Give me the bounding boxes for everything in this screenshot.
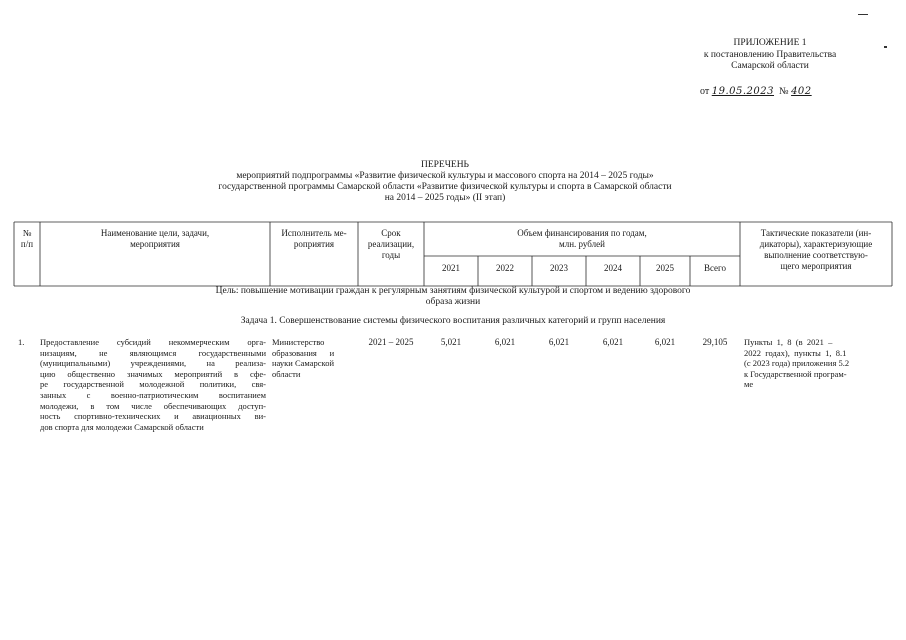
- date-prefix: от: [700, 86, 710, 97]
- goal-line: образа жизни: [425, 297, 481, 307]
- title-line: на 2014 – 2025 годы» (II этап): [384, 193, 506, 203]
- header-term: Срок реализации, годы: [367, 228, 415, 260]
- header-name: Наименование цели, задачи, мероприятия: [100, 228, 210, 249]
- goal-line: Цель: повышение мотивации граждан к регулярным занятиям физической культурой и спортом и ведению здорового: [215, 286, 691, 296]
- row-value-2021: 5,021: [440, 337, 462, 347]
- row-value-2025: 6,021: [654, 337, 676, 347]
- row-name: Предоставление субсидий некоммерческим орга- низациям, не являющимся государственными (муниципальными) учреждениями, на реализа- цию общественно значимых мероприятий в сфе- ре государственной молодежной политики, свя- занных с военно-патриотическим воспитанием молодежи, в том числе обеспечивающих доступ- ность спортивно-технических и авиационных ви- дов спорта для молодежи Самарской области: [40, 337, 266, 432]
- row-value-total: 29,105: [702, 337, 728, 347]
- row-value-2024: 6,021: [602, 337, 624, 347]
- number-prefix: №: [779, 86, 789, 97]
- row-term: 2021 – 2025: [368, 337, 414, 347]
- header-total: Всего: [703, 263, 727, 273]
- annex-line: Самарской области: [731, 61, 809, 71]
- header-num: № п/п: [20, 228, 34, 249]
- annex-line: к постановлению Правительства: [703, 49, 837, 60]
- header-year-2024: 2024: [604, 263, 622, 273]
- title-line: государственной программы Самарской области «Развитие физической культуры и спорта в Самарской области: [218, 182, 672, 192]
- row-indicators: Пункты 1, 8 (в 2021 – 2022 годах), пункты 1, 8.1 (с 2023 года) приложения 5.2 к Государственной програм- ме: [744, 337, 850, 390]
- header-indicators: Тактические показатели (ин- дикаторы), характеризующие выполнение соответствую- щего мероприятия: [759, 228, 873, 271]
- row-num: 1.: [18, 337, 25, 347]
- header-year-2025: 2025: [656, 263, 674, 273]
- row-value-2022: 6,021: [494, 337, 516, 347]
- row-executor: Министерство образования и науки Самарской области: [272, 337, 335, 379]
- title-heading: ПЕРЕЧЕНЬ: [420, 160, 470, 170]
- handwritten-date: 19.05.2023: [711, 86, 775, 97]
- handwritten-number: 402: [791, 86, 812, 97]
- header-executor: Исполнитель ме- роприятия: [281, 228, 347, 249]
- task-line: Задача 1. Совершенствование системы физического воспитания различных категорий и групп населения: [240, 316, 666, 326]
- header-year-2023: 2023: [550, 263, 568, 273]
- header-funding: Объем финансирования по годам, млн. рублей: [517, 228, 647, 249]
- title-line: мероприятий подпрограммы «Развитие физической культуры и массового спорта на 2014 – 2025 годы»: [236, 171, 654, 181]
- annex-line: ПРИЛОЖЕНИЕ 1: [733, 38, 807, 48]
- row-value-2023: 6,021: [548, 337, 570, 347]
- header-year-2021: 2021: [442, 263, 460, 273]
- header-year-2022: 2022: [496, 263, 514, 273]
